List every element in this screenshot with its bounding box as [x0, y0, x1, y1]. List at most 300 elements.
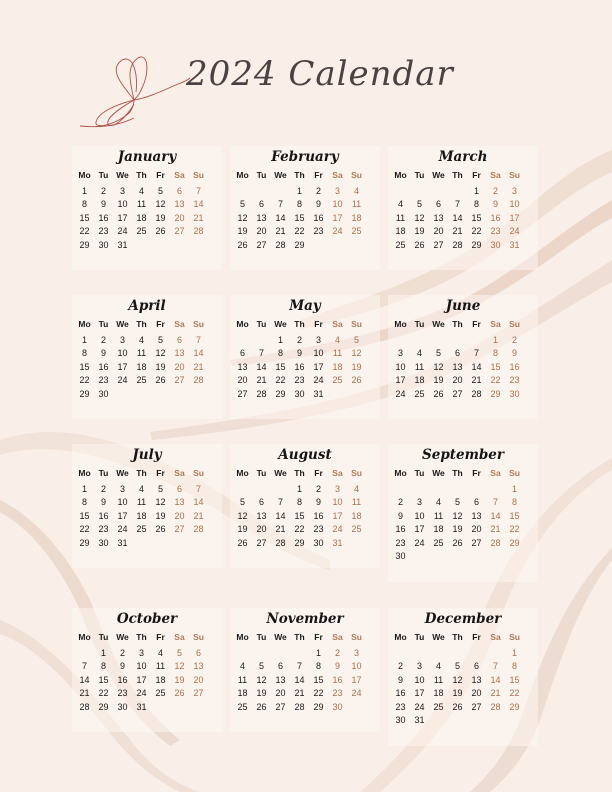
- day-cell: 20: [237, 375, 248, 385]
- weekday-label: Tu: [256, 468, 267, 478]
- day-cell: 22: [79, 226, 90, 236]
- day-cell: 9: [397, 674, 403, 685]
- day-cell: 10: [414, 674, 425, 685]
- day-cell: 17: [414, 688, 425, 698]
- day-cell: 13: [433, 212, 444, 223]
- month-march: [388, 146, 538, 270]
- day-cell: 17: [414, 524, 425, 534]
- day-cell: 23: [98, 226, 109, 236]
- day-cell: 24: [509, 226, 520, 236]
- day-cell: 15: [79, 212, 90, 223]
- weekday-header-row: [233, 631, 380, 645]
- week-row: [391, 523, 538, 537]
- weekday-label: Th: [136, 468, 147, 478]
- day-cell: 20: [174, 212, 185, 223]
- day-cell: 11: [433, 674, 444, 685]
- month-name: October: [116, 611, 178, 627]
- day-cell: [170, 239, 189, 253]
- day-cell: 22: [471, 226, 482, 236]
- day-cell: 23: [313, 226, 324, 236]
- day-cell: 30: [294, 388, 305, 399]
- day-cell: 25: [433, 701, 444, 712]
- day-cell: 11: [237, 674, 248, 685]
- day-cell: [448, 714, 467, 728]
- day-cell: 18: [395, 226, 406, 236]
- day-cell: 3: [315, 334, 321, 345]
- day-cell: [252, 483, 271, 497]
- week-row: [75, 374, 222, 388]
- day-cell: 29: [313, 701, 324, 712]
- day-cell: 28: [256, 388, 267, 399]
- day-cell: 5: [258, 661, 264, 671]
- month-name: August: [278, 447, 332, 463]
- day-cell: 11: [433, 510, 444, 521]
- day-cell: [151, 537, 170, 551]
- day-cell: 29: [98, 701, 109, 712]
- weekday-label: Mo: [78, 468, 91, 478]
- weekday-label: We: [432, 170, 445, 180]
- day-cell: 12: [452, 674, 463, 685]
- day-cell: 22: [275, 375, 286, 385]
- day-cell: 14: [193, 348, 204, 358]
- day-cell: 26: [452, 701, 463, 712]
- weekday-label: We: [432, 319, 445, 329]
- weekday-label: Su: [193, 632, 204, 642]
- day-cell: 8: [277, 348, 283, 358]
- day-cell: 24: [332, 226, 343, 236]
- month-name: July: [132, 447, 162, 463]
- weekday-label: Mo: [236, 170, 249, 180]
- day-cell: 14: [193, 497, 204, 507]
- day-cell: 22: [294, 524, 305, 534]
- day-cell: 27: [174, 226, 185, 236]
- day-cell: 27: [174, 375, 185, 385]
- weekday-label: Fr: [314, 170, 323, 180]
- day-cell: 4: [138, 185, 144, 196]
- day-cell: 7: [454, 199, 460, 209]
- weekday-label: We: [116, 632, 129, 642]
- day-cell: 5: [157, 334, 163, 345]
- weekday-label: Sa: [332, 632, 343, 642]
- weekday-label: Fr: [314, 319, 323, 329]
- day-cell: [233, 334, 252, 348]
- day-cell: 4: [353, 185, 359, 196]
- day-cell: [467, 334, 486, 348]
- day-cell: 8: [492, 348, 498, 358]
- week-row: [233, 198, 380, 212]
- day-cell: 27: [256, 239, 267, 250]
- day-cell: [410, 550, 429, 564]
- month-name: April: [128, 298, 166, 314]
- weekday-label: Mo: [394, 170, 407, 180]
- day-cell: 2: [119, 647, 125, 658]
- day-cell: 10: [332, 497, 343, 507]
- day-cell: 28: [275, 537, 286, 548]
- week-row: [391, 714, 538, 728]
- weekday-label: Tu: [414, 632, 425, 642]
- day-cell: [233, 647, 252, 661]
- week-row: [391, 185, 538, 199]
- day-cell: 27: [174, 524, 185, 534]
- day-cell: 28: [490, 701, 501, 712]
- day-cell: 25: [395, 239, 406, 250]
- day-cell: 13: [471, 674, 482, 685]
- day-cell: 23: [98, 375, 109, 385]
- day-cell: 8: [81, 497, 87, 507]
- weekday-label: Su: [509, 468, 520, 478]
- weekday-label: Su: [351, 319, 362, 329]
- week-row: [391, 647, 538, 661]
- weekday-label: Su: [351, 170, 362, 180]
- week-row: [391, 361, 538, 375]
- week-row: [75, 334, 222, 348]
- week-row: [391, 388, 538, 402]
- day-cell: 14: [471, 361, 482, 372]
- day-cell: 31: [332, 537, 343, 548]
- day-cell: 28: [490, 537, 501, 548]
- day-cell: 12: [155, 497, 166, 507]
- day-cell: 29: [79, 388, 90, 399]
- day-cell: 3: [511, 185, 517, 196]
- day-cell: [151, 239, 170, 253]
- week-row: [233, 347, 380, 361]
- weekday-label: Mo: [78, 319, 91, 329]
- day-cell: [448, 550, 467, 564]
- day-cell: 31: [414, 715, 425, 725]
- day-cell: 28: [275, 239, 286, 250]
- day-cell: 21: [490, 688, 501, 698]
- day-cell: 15: [471, 212, 482, 223]
- day-cell: 4: [138, 483, 144, 494]
- weekday-label: Fr: [314, 468, 323, 478]
- day-cell: 22: [490, 375, 501, 385]
- day-cell: 22: [79, 524, 90, 534]
- weekday-label: Th: [452, 319, 463, 329]
- month-name: November: [266, 611, 344, 627]
- week-row: [233, 212, 380, 226]
- day-cell: 19: [256, 688, 267, 698]
- day-cell: [486, 483, 505, 497]
- day-cell: 9: [315, 497, 321, 507]
- week-row: [75, 647, 222, 661]
- day-cell: [75, 647, 94, 661]
- day-cell: [328, 239, 347, 253]
- day-cell: 16: [98, 212, 109, 223]
- day-cell: 15: [294, 212, 305, 223]
- day-cell: 24: [136, 688, 147, 698]
- weekday-label: Tu: [256, 170, 267, 180]
- day-cell: 8: [315, 661, 321, 671]
- day-cell: [486, 714, 505, 728]
- day-cell: 30: [98, 388, 109, 399]
- day-cell: 5: [435, 348, 441, 358]
- day-cell: 17: [395, 375, 406, 385]
- day-cell: 5: [239, 199, 245, 209]
- day-cell: 1: [511, 483, 517, 494]
- day-cell: 16: [395, 524, 406, 534]
- week-row: [233, 225, 380, 239]
- day-cell: 27: [193, 688, 204, 698]
- weekday-label: Fr: [314, 632, 323, 642]
- day-cell: 6: [435, 199, 441, 209]
- day-cell: 7: [277, 497, 283, 507]
- day-cell: [309, 239, 328, 253]
- day-cell: 18: [136, 361, 147, 372]
- day-cell: 10: [117, 497, 128, 507]
- month-december: [388, 608, 538, 746]
- weekday-label: Su: [351, 632, 362, 642]
- day-cell: 15: [275, 361, 286, 372]
- day-cell: 29: [294, 537, 305, 548]
- day-cell: 11: [351, 497, 362, 507]
- weekday-label: We: [116, 170, 129, 180]
- day-cell: 5: [353, 334, 359, 345]
- day-cell: [429, 334, 448, 348]
- week-row: [75, 212, 222, 226]
- day-cell: 23: [395, 537, 406, 548]
- day-cell: 13: [256, 510, 267, 521]
- day-cell: 20: [174, 510, 185, 521]
- weekday-label: Sa: [490, 632, 501, 642]
- butterfly-icon: [78, 52, 190, 132]
- month-name: December: [424, 611, 502, 627]
- day-cell: 14: [79, 674, 90, 685]
- month-february: [230, 146, 380, 270]
- day-cell: 1: [492, 334, 498, 345]
- month-name: May: [289, 298, 321, 314]
- weekday-label: Fr: [472, 319, 481, 329]
- month-august: [230, 444, 380, 568]
- day-cell: 18: [136, 510, 147, 521]
- day-cell: [429, 550, 448, 564]
- day-cell: [252, 334, 271, 348]
- day-cell: 3: [353, 647, 359, 658]
- day-cell: 19: [237, 226, 248, 236]
- day-cell: [347, 537, 366, 551]
- day-cell: [170, 537, 189, 551]
- day-cell: 26: [414, 239, 425, 250]
- day-cell: 27: [256, 537, 267, 548]
- day-cell: [290, 647, 309, 661]
- day-cell: 15: [509, 674, 520, 685]
- day-cell: 12: [174, 661, 185, 671]
- day-cell: 15: [98, 674, 109, 685]
- day-cell: [113, 388, 132, 402]
- day-cell: 30: [395, 715, 406, 725]
- day-cell: 18: [433, 688, 444, 698]
- day-cell: 16: [490, 212, 501, 223]
- day-cell: 29: [79, 537, 90, 548]
- day-cell: [271, 483, 290, 497]
- day-cell: 12: [452, 510, 463, 521]
- day-cell: 22: [294, 226, 305, 236]
- month-name: March: [438, 149, 488, 165]
- day-cell: 13: [471, 510, 482, 521]
- week-row: [75, 198, 222, 212]
- week-row: [75, 510, 222, 524]
- week-row: [391, 347, 538, 361]
- day-cell: 26: [433, 388, 444, 399]
- day-cell: 2: [492, 185, 498, 196]
- day-cell: 3: [334, 185, 340, 196]
- day-cell: [170, 701, 189, 715]
- day-cell: 2: [315, 185, 321, 196]
- day-cell: 21: [193, 510, 204, 521]
- day-cell: 12: [351, 348, 362, 358]
- day-cell: 25: [155, 688, 166, 698]
- weekday-label: Tu: [98, 632, 109, 642]
- day-cell: 19: [237, 524, 248, 534]
- day-cell: 14: [452, 212, 463, 223]
- day-cell: 19: [155, 212, 166, 223]
- day-cell: [189, 388, 208, 402]
- day-cell: 22: [509, 688, 520, 698]
- day-cell: 8: [81, 199, 87, 209]
- day-cell: 26: [155, 375, 166, 385]
- day-cell: 14: [193, 199, 204, 209]
- week-row: [391, 212, 538, 226]
- day-cell: 30: [98, 537, 109, 548]
- day-cell: 23: [98, 524, 109, 534]
- day-cell: 9: [334, 661, 340, 671]
- day-cell: 2: [100, 334, 106, 345]
- day-cell: 19: [174, 674, 185, 685]
- week-row: [75, 361, 222, 375]
- day-cell: 10: [313, 348, 324, 358]
- day-cell: 24: [117, 524, 128, 534]
- day-cell: 4: [239, 661, 245, 671]
- day-cell: 3: [138, 647, 144, 658]
- day-cell: 1: [81, 185, 87, 196]
- day-cell: 28: [471, 388, 482, 399]
- day-cell: 7: [473, 348, 479, 358]
- day-cell: 25: [351, 524, 362, 534]
- day-cell: [486, 647, 505, 661]
- day-cell: 9: [119, 661, 125, 671]
- day-cell: 20: [256, 226, 267, 236]
- day-cell: 25: [414, 388, 425, 399]
- weekday-label: Mo: [394, 319, 407, 329]
- day-cell: 27: [433, 239, 444, 250]
- day-cell: 20: [433, 226, 444, 236]
- day-cell: 11: [351, 199, 362, 209]
- day-cell: 16: [509, 361, 520, 372]
- week-row: [233, 185, 380, 199]
- weekday-label: We: [432, 632, 445, 642]
- day-cell: [271, 647, 290, 661]
- month-name: September: [421, 447, 505, 463]
- day-cell: [391, 647, 410, 661]
- week-row: [75, 496, 222, 510]
- day-cell: 1: [296, 185, 302, 196]
- day-cell: 8: [511, 661, 517, 671]
- day-cell: 25: [332, 375, 343, 385]
- weekday-label: Th: [294, 632, 305, 642]
- weekday-label: Fr: [472, 170, 481, 180]
- day-cell: [189, 701, 208, 715]
- day-cell: 8: [81, 348, 87, 358]
- day-cell: 19: [351, 361, 362, 372]
- day-cell: 8: [296, 199, 302, 209]
- day-cell: 13: [275, 674, 286, 685]
- day-cell: [391, 185, 410, 199]
- weekday-header-row: [391, 631, 538, 645]
- weekday-label: Th: [294, 170, 305, 180]
- weekday-label: Mo: [78, 632, 91, 642]
- day-cell: 5: [176, 647, 182, 658]
- day-cell: 15: [313, 674, 324, 685]
- day-cell: 3: [416, 497, 422, 507]
- day-cell: 18: [433, 524, 444, 534]
- day-cell: 28: [452, 239, 463, 250]
- day-cell: 20: [471, 688, 482, 698]
- day-cell: 16: [313, 212, 324, 223]
- day-cell: 22: [98, 688, 109, 698]
- day-cell: 26: [237, 239, 248, 250]
- weekday-label: Th: [294, 319, 305, 329]
- week-row: [233, 687, 380, 701]
- day-cell: 13: [174, 497, 185, 507]
- week-row: [233, 239, 380, 253]
- day-cell: 14: [256, 361, 267, 372]
- day-cell: 23: [332, 688, 343, 698]
- day-cell: 18: [351, 510, 362, 521]
- day-cell: [233, 185, 252, 199]
- week-row: [233, 660, 380, 674]
- weekday-label: Sa: [174, 632, 185, 642]
- weekday-label: Mo: [394, 632, 407, 642]
- week-row: [75, 523, 222, 537]
- weekday-label: Fr: [156, 468, 165, 478]
- day-cell: 7: [492, 497, 498, 507]
- day-cell: 26: [174, 688, 185, 698]
- day-cell: 11: [136, 199, 147, 209]
- week-row: [391, 687, 538, 701]
- day-cell: 10: [332, 199, 343, 209]
- week-row: [75, 483, 222, 497]
- day-cell: 6: [195, 647, 201, 658]
- day-cell: 15: [79, 361, 90, 372]
- day-cell: 26: [351, 375, 362, 385]
- weekday-label: We: [432, 468, 445, 478]
- day-cell: 26: [452, 537, 463, 548]
- month-october: [72, 608, 222, 732]
- day-cell: 16: [313, 510, 324, 521]
- day-cell: [410, 185, 429, 199]
- day-cell: 21: [193, 212, 204, 223]
- day-cell: [391, 483, 410, 497]
- day-cell: 6: [277, 661, 283, 671]
- day-cell: 16: [395, 688, 406, 698]
- weekday-label: Mo: [78, 170, 91, 180]
- weekday-label: Su: [193, 319, 204, 329]
- day-cell: [347, 701, 366, 715]
- week-row: [75, 701, 222, 715]
- day-cell: 18: [237, 688, 248, 698]
- day-cell: 7: [296, 661, 302, 671]
- week-row: [233, 510, 380, 524]
- day-cell: 9: [492, 199, 498, 209]
- day-cell: 27: [471, 701, 482, 712]
- day-cell: 18: [414, 375, 425, 385]
- day-cell: 30: [509, 388, 520, 399]
- week-row: [233, 537, 380, 551]
- day-cell: 29: [471, 239, 482, 250]
- day-cell: [467, 550, 486, 564]
- day-cell: 5: [416, 199, 422, 209]
- day-cell: 7: [258, 348, 264, 358]
- day-cell: 14: [490, 674, 501, 685]
